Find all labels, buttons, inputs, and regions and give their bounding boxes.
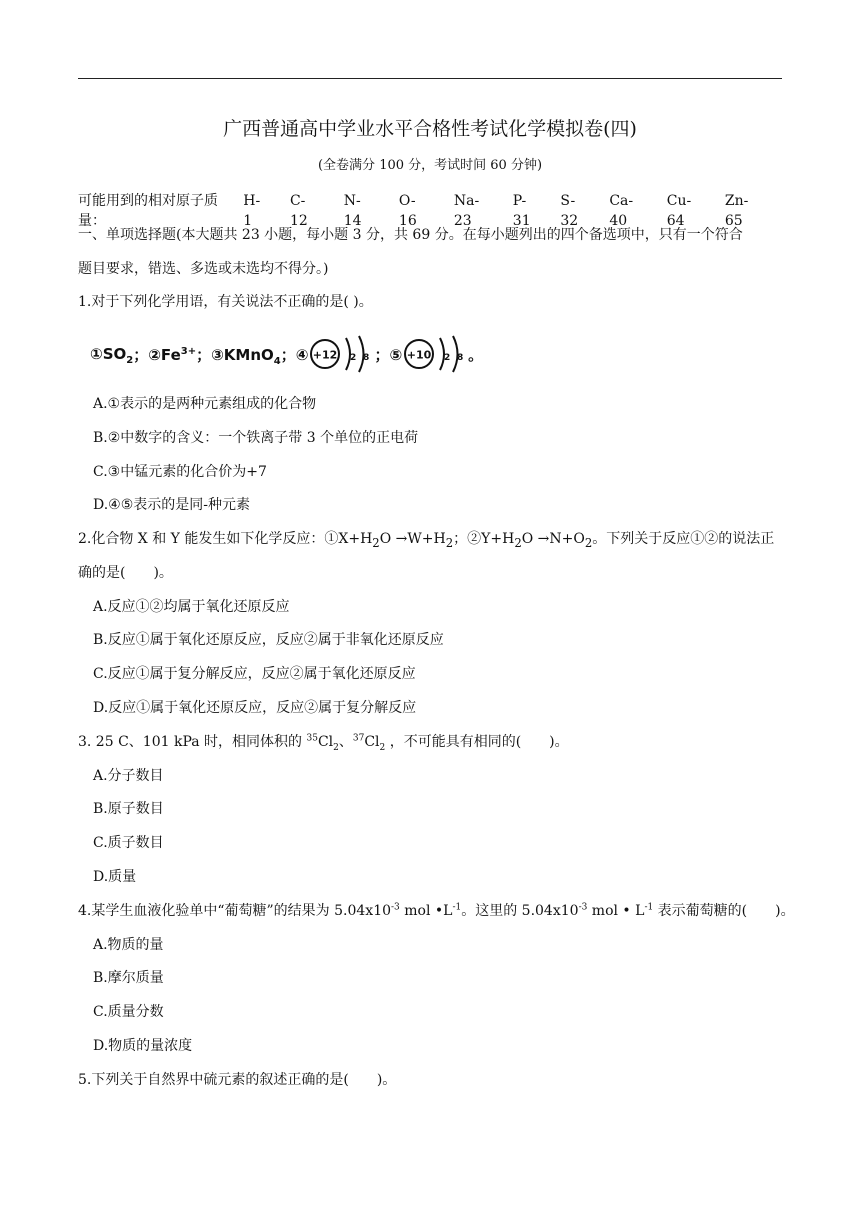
question-1-stem: 1.对于下列化学用语，有关说法不正确的是( )。 bbox=[78, 294, 373, 310]
atomic-masses-label: 可能用到的相对原子质量： bbox=[78, 193, 218, 229]
atom-structure-diagram-4 bbox=[308, 333, 374, 375]
question-1-option-c: C.③中锰元素的化合价为+7 bbox=[93, 464, 267, 480]
question-3-option-b: B.原子数目 bbox=[93, 801, 164, 817]
atomic-mass-item: Na-23 bbox=[453, 193, 480, 229]
shell-electrons: 8 bbox=[363, 353, 370, 363]
question-4-option-a: A.物质的量 bbox=[93, 937, 164, 953]
shell-electrons: 2 bbox=[350, 353, 357, 363]
question-3-option-c: C.质子数目 bbox=[93, 835, 164, 851]
question-4-stem: 4.某学生血液化验单中“葡萄糖”的结果为 $5.04x10^{-3}$ mol $•L^{-1}$。这里的 $5.04x10^{-3}$ mol • $L^{-1}$ 表示葡萄糖的( )。 bbox=[78, 902, 795, 919]
atomic-mass-item: P-31 bbox=[512, 193, 531, 229]
atom-structure-diagram-5 bbox=[402, 333, 468, 375]
question-1-option-d: D.④⑤表示的是同-种元素 bbox=[93, 497, 251, 513]
page-subtitle: (全卷满分 100 分，考试时间 60 分钟) bbox=[317, 158, 543, 173]
question-3-option-a: A.分子数目 bbox=[93, 768, 164, 784]
formula-fe3: ；$②Fe^{3+}$ bbox=[133, 345, 197, 364]
question-2-stem-line1: 2.化合物 X 和 Y 能发生如下化学反应：$①X+H_2O \to W+H_2$；$②Y+H_2O \to N+O_2$。下列关于反应①②的说法正 bbox=[78, 531, 775, 550]
question-4-option-c: C.质量分数 bbox=[93, 1004, 164, 1020]
formula-end: 。 bbox=[468, 345, 484, 364]
nucleus-charge: +10 bbox=[406, 348, 432, 362]
question-1-option-b: B.②中数字的含义：一个铁离子带 3 个单位的正电荷 bbox=[93, 430, 419, 446]
shell-electrons: 2 bbox=[444, 353, 451, 363]
question-2-option-b: B.反应①属于氧化还原反应，反应②属于非氧化还原反应 bbox=[93, 632, 444, 648]
shell-electrons: 8 bbox=[457, 353, 464, 363]
question-5-stem: 5.下列关于自然界中硫元素的叙述正确的是( )。 bbox=[78, 1072, 397, 1088]
atomic-mass-item: S-32 bbox=[560, 193, 579, 229]
atomic-mass-item: Cu-64 bbox=[666, 193, 692, 229]
section-heading-line1: 一、单项选择题(本大题共 23 小题，每小题 3 分，共 69 分。在每小题列出的四个备选项中，只有一个符合 bbox=[78, 227, 743, 243]
formula-so2: $①SO_2$ bbox=[90, 345, 134, 366]
question-2-option-a: A.反应①②均属于氧化还原反应 bbox=[93, 599, 290, 615]
question-3-stem: 3. 25 C、101 kPa 时，相同体积的 $^{35}Cl_2$、$^{37}Cl_2$ ，不可能具有相同的( )。 bbox=[78, 733, 569, 753]
question-1-formulas bbox=[90, 333, 483, 375]
question-4-option-b: B.摩尔质量 bbox=[93, 970, 164, 986]
question-3-option-d: D.质量 bbox=[93, 869, 137, 885]
section-heading-line2: 题目要求，错选、多选或未选均不得分。) bbox=[78, 261, 329, 277]
formula-label-5: ；⑤ bbox=[374, 345, 403, 364]
question-2-option-c: C.反应①属于复分解反应，反应②属于氧化还原反应 bbox=[93, 666, 416, 682]
atomic-mass-item: C- 12 bbox=[289, 193, 308, 229]
formula-label-4: ；④ bbox=[280, 345, 309, 364]
question-2-option-d: D.反应①属于氧化还原反应，反应②属于复分解反应 bbox=[93, 700, 417, 716]
question-4-option-d: D.物质的量浓度 bbox=[93, 1038, 193, 1054]
atomic-mass-item: O- 16 bbox=[398, 193, 417, 229]
page-title: 广西普通高中学业水平合格性考试化学模拟卷(四) bbox=[223, 118, 637, 140]
nucleus-charge: +12 bbox=[313, 348, 338, 362]
question-2-stem-line2: 确的是( )。 bbox=[78, 565, 173, 581]
header-rule bbox=[78, 78, 782, 79]
formula-kmno4: ；③KMnO$_4$ bbox=[196, 345, 281, 367]
question-1-option-a: A.①表示的是两种元素组成的化合物 bbox=[93, 396, 317, 412]
atomic-mass-item: Zn-65 bbox=[724, 193, 749, 229]
atomic-mass-item: N- 14 bbox=[343, 193, 362, 229]
atomic-mass-item: Ca-40 bbox=[609, 193, 634, 229]
atomic-mass-item: H- 1 bbox=[243, 193, 261, 229]
